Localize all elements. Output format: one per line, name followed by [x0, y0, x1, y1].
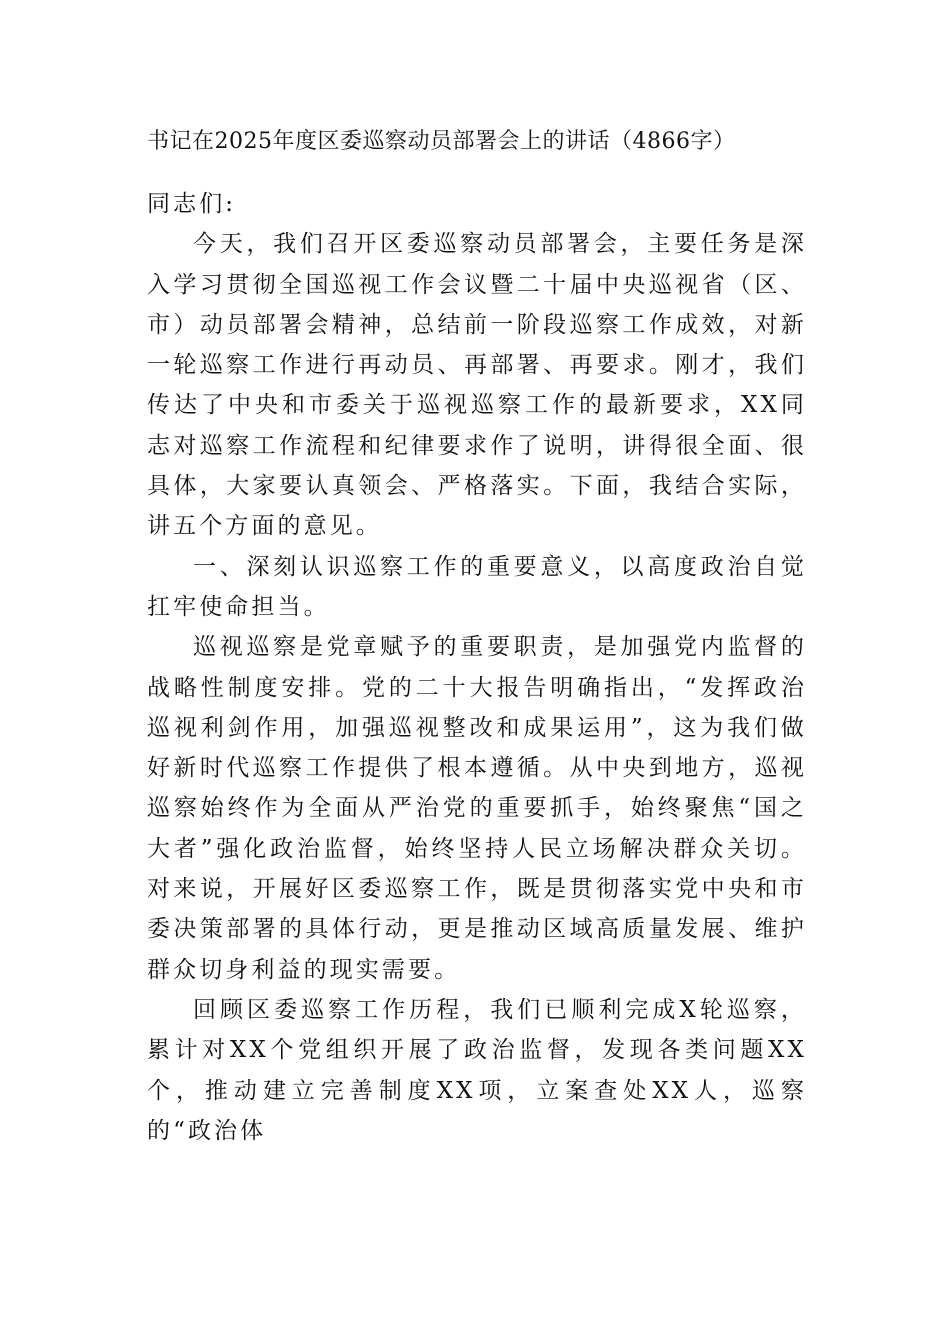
paragraph-intro: 今天，我们召开区委巡察动员部署会，主要任务是深入学习贯彻全国巡视工作会议暨二十届中央巡视省（区、市）动员部署会精神，总结前一阶段巡察工作成效，对新一轮巡察工作进行再动员、再部署、再要求。刚才，我们传达了中央和市委关于巡视巡察工作的最新要求，XX同志对巡察工作流程和纪律要求作了说明，讲得很全面、很具体，大家要认真领会、严格落实。下面，我结合实际，讲五个方面的意见。 — [147, 231, 807, 540]
document-body — [147, 184, 807, 1151]
paragraph-significance: 巡视巡察是党章赋予的重要职责，是加强党内监督的战略性制度安排。党的二十大报告明确指出，“发挥政治巡视利剑作用，加强巡视整改和成果运用”，这为我们做好新时代巡察工作提供了根本遵循。从中央到地方，巡视巡察始终作为全面从严治党的重要抓手，始终聚焦“国之大者”强化政治监督，始终坚持人民立场解决群众关切。对来说，开展好区委巡察工作，既是贯彻落实党中央和市委决策部署的具体行动，更是推动区域高质量发展、维护群众切身利益的现实需要。 — [147, 634, 807, 983]
salutation: 同志们: — [147, 191, 237, 217]
paragraph-review: 回顾区委巡察工作历程，我们已顺利完成X轮巡察，累计对XX个党组织开展了政治监督，发现各类问题XX个，推动建立完善制度XX项，立案查处XX人，巡察的“政治体 — [147, 996, 807, 1144]
document-title: 书记在2025年度区委巡察动员部署会上的讲话（4866字） — [147, 129, 736, 154]
section-heading-1: 一、深刻认识巡察工作的重要意义，以高度政治自觉扛牢使命担当。 — [147, 553, 807, 620]
